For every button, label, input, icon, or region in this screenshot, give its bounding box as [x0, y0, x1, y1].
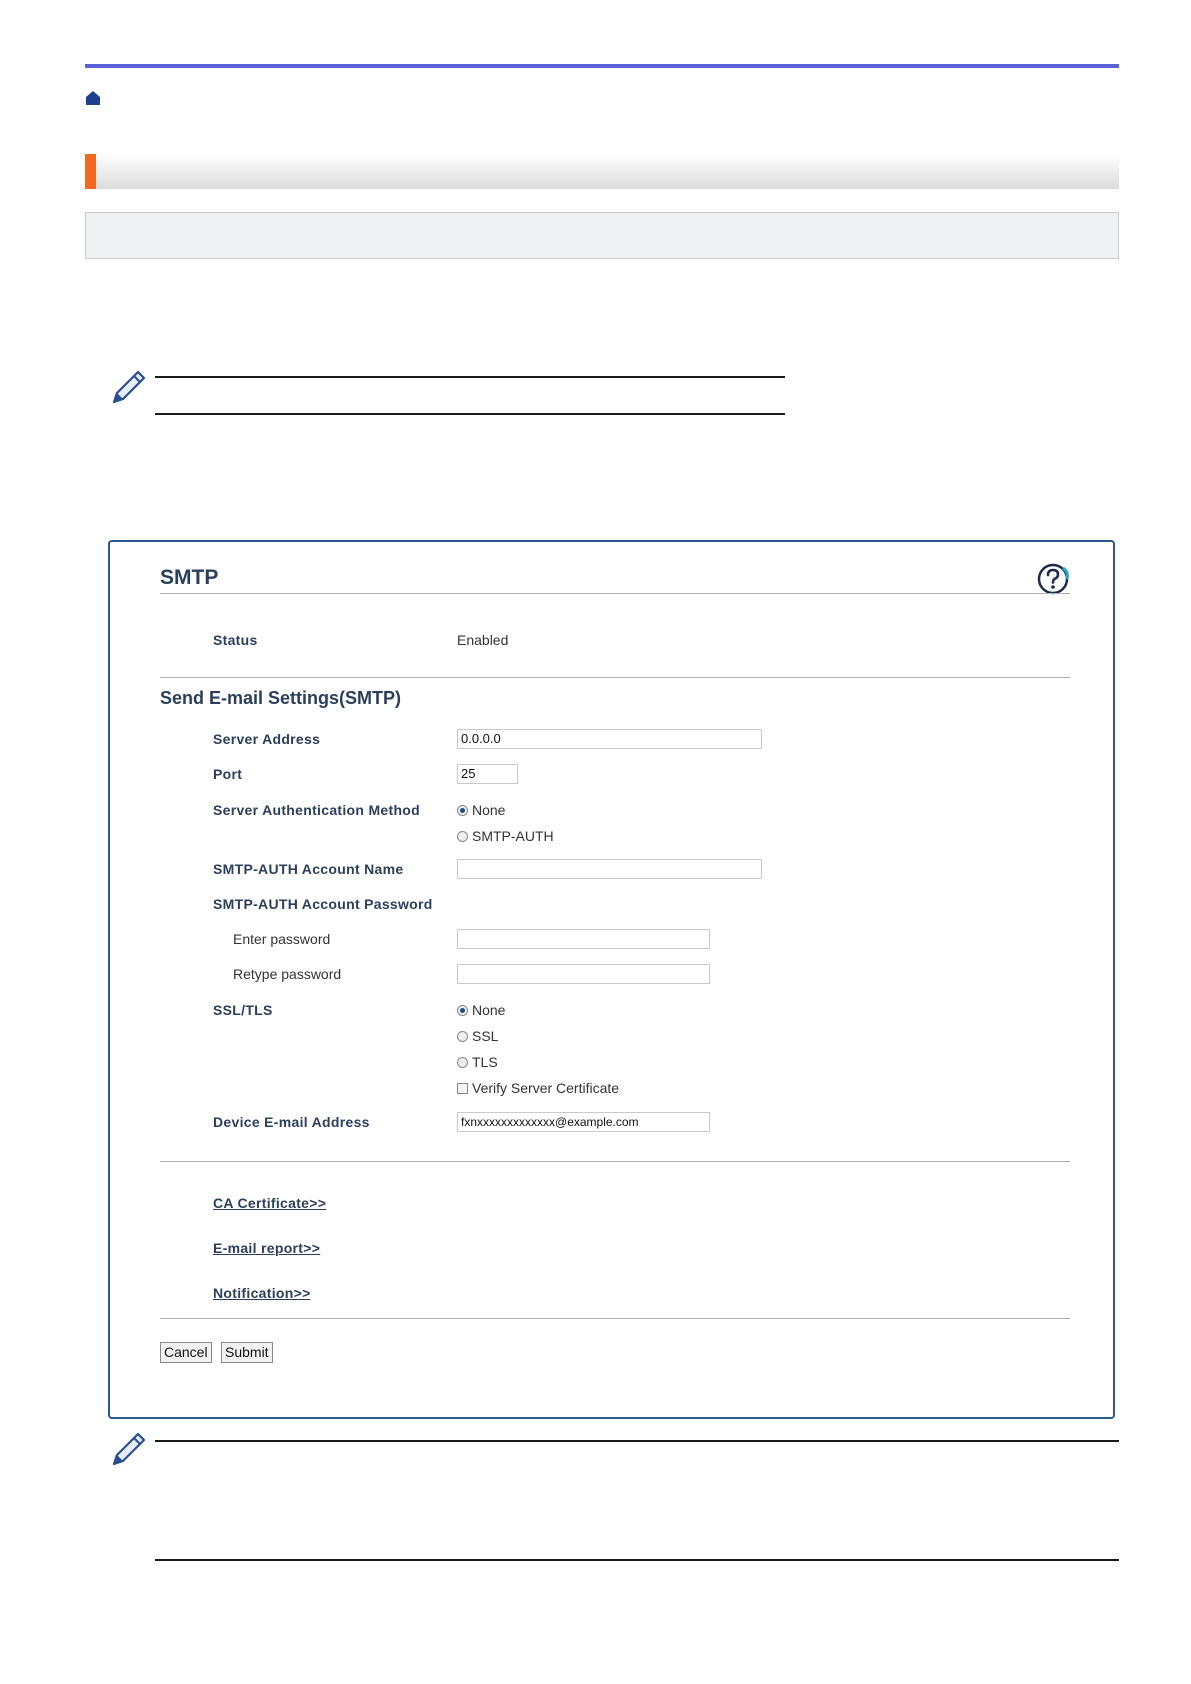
- port-input[interactable]: [457, 764, 518, 784]
- pencil-icon: [108, 366, 150, 408]
- info-box: [85, 212, 1119, 259]
- verify-certificate-checkbox[interactable]: [457, 1083, 468, 1094]
- smtp-panel: [108, 540, 1115, 1419]
- note-top-rule: [155, 376, 785, 378]
- device-email-input[interactable]: [457, 1112, 710, 1132]
- help-icon[interactable]: [1036, 562, 1072, 596]
- device-email-label: Device E-mail Address: [213, 1114, 370, 1130]
- server-address-label: Server Address: [213, 731, 321, 747]
- auth-smtp-option[interactable]: [457, 828, 554, 844]
- links-bottom-divider: [160, 1318, 1070, 1319]
- enter-password-label: Enter password: [233, 931, 331, 947]
- ca-certificate-link[interactable]: CA Certificate>>: [213, 1195, 327, 1211]
- retype-password-input[interactable]: [457, 964, 710, 984]
- note2-bottom-rule: [155, 1559, 1119, 1561]
- note-bottom-rule: [155, 413, 785, 415]
- account-password-label: SMTP-AUTH Account Password: [213, 896, 433, 912]
- status-label: Status: [213, 632, 258, 648]
- status-value: Enabled: [457, 632, 509, 648]
- cancel-button[interactable]: Cancel: [160, 1342, 212, 1363]
- email-report-link[interactable]: E-mail report>>: [213, 1240, 321, 1256]
- send-settings-title: Send E-mail Settings(SMTP): [160, 688, 402, 708]
- pencil-icon: [108, 1428, 150, 1470]
- ssl-tls-label: SSL/TLS: [213, 1002, 273, 1018]
- title-accent: [85, 154, 96, 189]
- home-icon[interactable]: [85, 90, 101, 106]
- ssl-ssl-option[interactable]: [457, 1028, 498, 1044]
- ssl-tls-option[interactable]: [457, 1054, 498, 1070]
- enter-password-input[interactable]: [457, 929, 710, 949]
- notification-link[interactable]: Notification>>: [213, 1285, 311, 1301]
- auth-none-label: None: [472, 802, 506, 818]
- ssl-none-option[interactable]: [457, 1002, 505, 1018]
- auth-smtp-label: SMTP-AUTH: [472, 828, 554, 844]
- server-address-input[interactable]: [457, 729, 762, 749]
- verify-certificate-option[interactable]: [457, 1080, 619, 1096]
- top-rule: [85, 64, 1119, 68]
- ssl-ssl-label: SSL: [472, 1028, 499, 1044]
- ssl-none-label: None: [472, 1002, 506, 1018]
- retype-password-label: Retype password: [233, 966, 342, 982]
- ssl-ssl-radio[interactable]: [457, 1031, 468, 1042]
- status-divider: [160, 677, 1070, 678]
- ssl-tls-option-label: TLS: [472, 1054, 498, 1070]
- auth-none-option[interactable]: [457, 802, 505, 818]
- section-title-bar: [85, 154, 1119, 189]
- account-name-input[interactable]: [457, 859, 762, 879]
- auth-none-radio[interactable]: [457, 805, 468, 816]
- title-divider: [160, 593, 1070, 594]
- account-name-label: SMTP-AUTH Account Name: [213, 861, 404, 877]
- links-top-divider: [160, 1161, 1070, 1162]
- panel-title: SMTP: [160, 566, 219, 589]
- submit-button[interactable]: Submit: [221, 1342, 273, 1363]
- verify-certificate-label: Verify Server Certificate: [472, 1080, 620, 1096]
- port-label: Port: [213, 766, 243, 782]
- ssl-none-radio[interactable]: [457, 1005, 468, 1016]
- ssl-tls-radio[interactable]: [457, 1057, 468, 1068]
- note2-top-rule: [155, 1440, 1119, 1442]
- auth-method-label: Server Authentication Method: [213, 802, 421, 818]
- auth-smtp-radio[interactable]: [457, 831, 468, 842]
